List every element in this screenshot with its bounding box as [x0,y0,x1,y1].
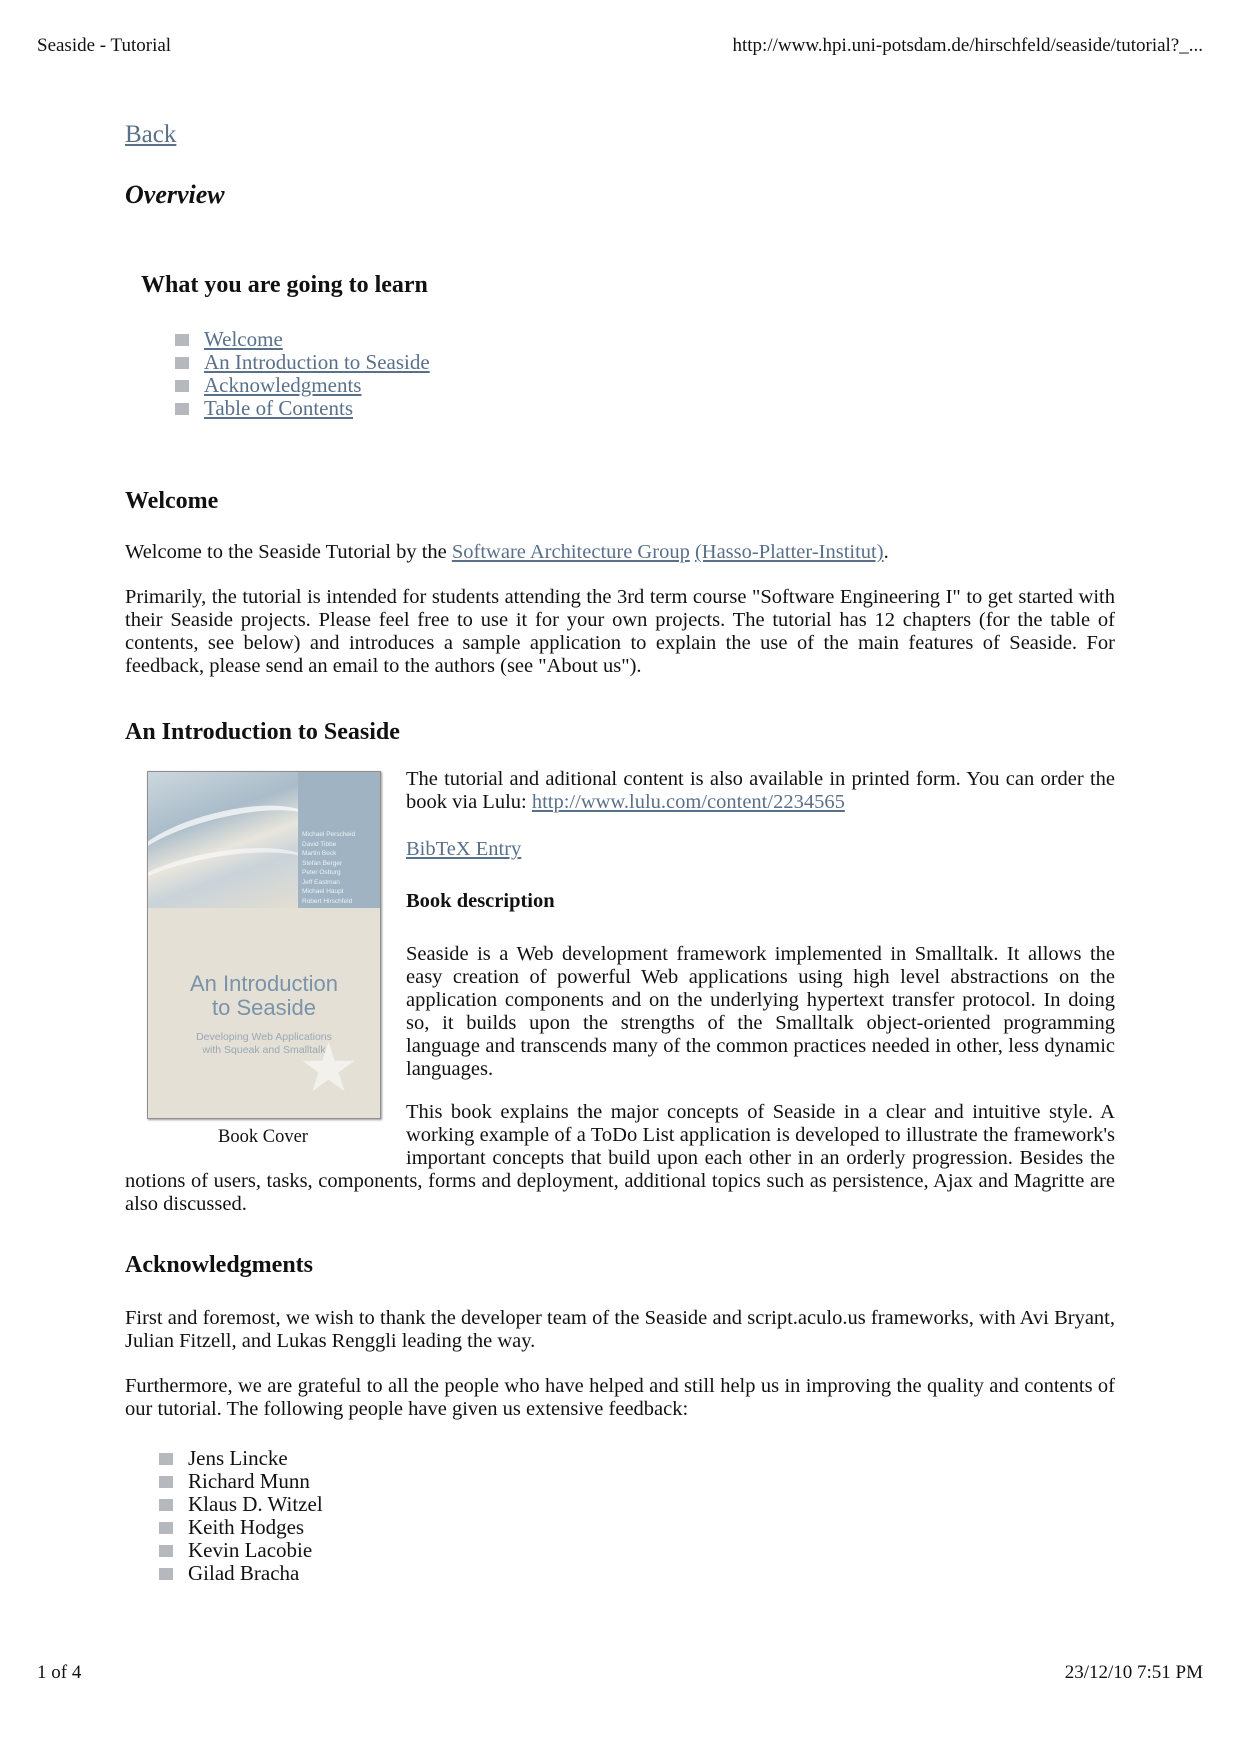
toc-link-acknowledgments[interactable]: Acknowledgments [204,373,362,397]
list-item [159,1539,323,1562]
cover-author: Michael Haupt [302,888,344,895]
list-item [175,351,430,374]
welcome-heading: Welcome [125,488,219,514]
square-bullet-icon [159,1545,173,1557]
welcome-text: Welcome to the Seaside Tutorial by the [125,541,452,563]
person-name: Keith Hodges [188,1515,305,1539]
beach-photo [148,772,298,908]
acknowledgments-paragraph-2: Furthermore, we are grateful to all the people who have helped and still help us in improving the quality and contents of our tutorial. The following people have given us extensive feedback: [125,1375,1115,1420]
square-bullet-icon [159,1453,173,1465]
square-bullet-icon [175,403,189,415]
square-bullet-icon [175,380,189,392]
cover-author: Michael Perscheid [302,831,356,838]
back-link[interactable]: Back [125,121,177,148]
list-item [175,397,430,420]
square-bullet-icon [175,357,189,369]
person-name: Richard Munn [188,1469,310,1493]
person-name: Jens Lincke [188,1446,288,1470]
welcome-intro-paragraph: Primarily, the tutorial is intended for students attending the 3rd term course "Software Engineering I" to get started with their Seaside projects. Please feel free to use it for your own projects. The tutorial has 12 chapters (for the table of contents, see below) and introduces a sample application to explain the use of the main features of Seaside. For feedback, please send an email to the authors (see "About us"). [125,586,1115,677]
toc-link-welcome[interactable]: Welcome [204,327,283,351]
cover-title-line: An Introduction [190,971,338,996]
list-item [159,1493,323,1516]
square-bullet-icon [159,1476,173,1488]
person-name: Gilad Bracha [188,1561,300,1585]
list-item [159,1562,323,1585]
square-bullet-icon [159,1522,173,1534]
software-architecture-group-link[interactable]: Software Architecture Group [451,541,690,563]
acknowledgments-paragraph: First and foremost, we wish to thank the developer team of the Seaside and script.aculo.us frameworks, with Avi Bryant, Julian Fitzell, and Lukas Renggli leading the way. [125,1307,1115,1352]
book-cover-image [147,771,381,1119]
page-number: 1 of 4 [37,1662,82,1683]
cover-author: Jeff Eastman [302,878,340,886]
cover-authors [298,772,380,908]
cover-author: Martin Beck [302,850,337,857]
print-datetime: 23/12/10 7:51 PM [1064,1662,1203,1683]
toc-link-introduction[interactable]: An Introduction to Seaside [204,350,430,374]
cover-subtitle-line: with Squeak and Smalltalk [202,1044,326,1056]
square-bullet-icon [175,334,189,346]
cover-title [148,972,380,1020]
book-description-paragraph-2 [125,1101,1115,1216]
intro-paragraph [406,768,1115,814]
book-description-text: This book explains the major concepts of Seaside in a clear and intuitive style. A working example of a ToDo List application is developed to illustrate the framework's important concepts that build upon each other in an orderly progression. Besides the notions of users, tasks, components, forms and deployment, additional topics such as persistence, Ajax and Magritte are also discussed. [125,1101,1115,1215]
person-name: Kevin Lacobie [188,1538,313,1562]
book-cover-caption: Book Cover [218,1127,308,1147]
list-item [159,1470,323,1493]
cover-subtitle-line: Developing Web Applications [196,1031,332,1043]
book-description-paragraph: Seaside is a Web development framework implemented in Smalltalk. It allows the easy creation of powerful Web applications using high level abstractions on the application components and on the underlying hypertext transfer protocol. In doing so, it builds upon the strengths of the Smalltalk object-oriented programming language and transcends many of the common practices needed in other, less dynamic languages. [406,943,1115,1080]
cover-author: Peter Osburg [302,869,341,876]
bibtex-link[interactable]: BibTeX Entry [406,838,522,860]
intro-text: The tutorial and aditional content is also available in printed form. You can order the book via Lulu: [406,768,1115,813]
cover-author: Robert Hirschfeld [302,897,353,905]
list-item [159,1447,323,1470]
lulu-link[interactable]: http://www.lulu.com/content/2234565 [531,791,845,813]
feedback-people-list [159,1447,323,1585]
browser-page-title: Seaside - Tutorial [37,35,172,56]
learn-list [175,328,430,420]
list-item [175,374,430,397]
list-item [159,1516,323,1539]
square-bullet-icon [159,1499,173,1511]
starfish-icon: ★ [298,1030,359,1106]
toc-link-table-of-contents[interactable]: Table of Contents [204,396,353,420]
overview-heading: Overview [125,180,225,209]
learn-heading: What you are going to learn [141,272,428,298]
welcome-paragraph [125,541,1115,564]
square-bullet-icon [159,1568,173,1580]
cover-author: David Tibbe [302,840,337,848]
book-description-heading: Book description [406,890,555,912]
acknowledgments-heading: Acknowledgments [125,1252,314,1278]
welcome-text-end: . [883,541,889,563]
cover-title-line: to Seaside [212,995,316,1020]
introduction-heading: An Introduction to Seaside [125,719,400,745]
hpi-link[interactable]: (Hasso-Platter-Institut) [694,541,884,563]
cover-author: Stefan Berger [302,859,343,867]
browser-page-url: http://www.hpi.uni-potsdam.de/hirschfeld/seaside/tutorial?_... [732,35,1203,56]
list-item [175,328,430,351]
person-name: Klaus D. Witzel [188,1492,323,1516]
